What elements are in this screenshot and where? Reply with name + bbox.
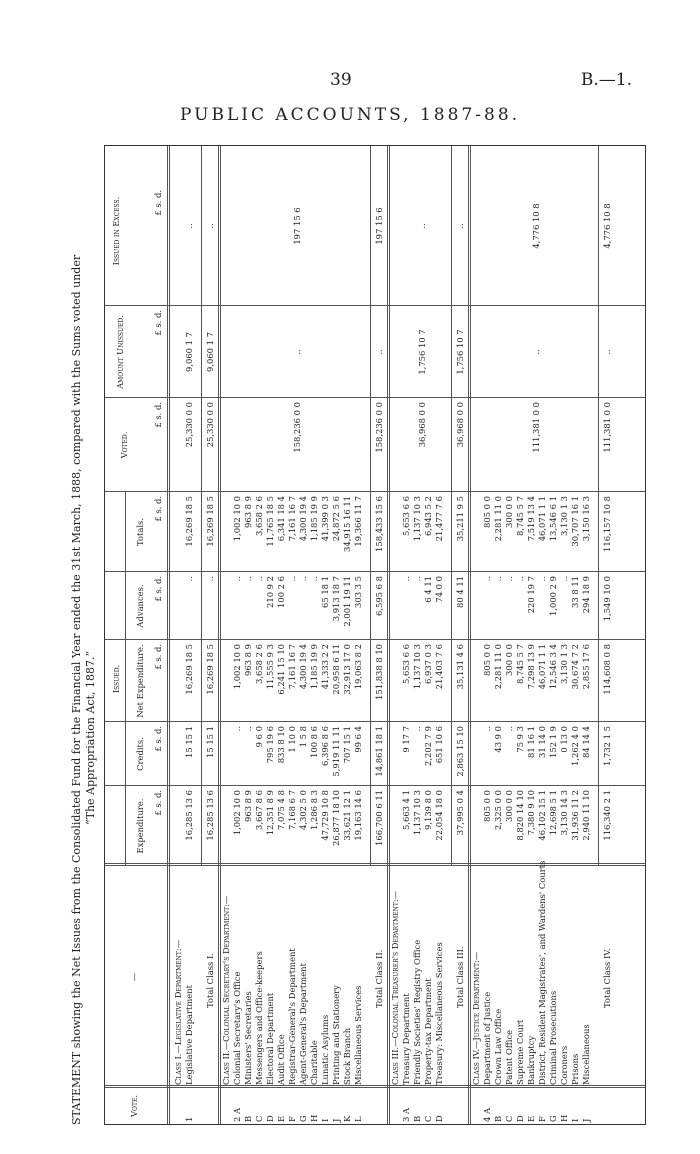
amount-ne: 8,745 5 7 [515,644,525,684]
unissued-header: Amount Unissued. [115,315,125,389]
amount-e: 3,667 8 6 [254,790,264,830]
item-name: Treasury: Miscellaneous Services [434,942,444,1085]
amount-a: .. [184,576,194,582]
vote-number: G [548,1115,558,1122]
name-header: — [129,972,139,982]
column-rule [105,1085,645,1088]
amount-e: 7,380 9 10 [526,790,536,836]
amount-a: .. [515,576,525,582]
total-excess: 4,776 10 8 [602,203,612,249]
class-unissued: 1,756 10 7 [417,329,427,375]
class-unissued: .. [292,349,302,355]
subtotal-rule [370,146,371,866]
amount-a: .. [412,576,422,582]
total-t: 158,433 15 6 [374,496,384,552]
amount-ne: 21,403 7 6 [434,644,444,690]
vote-number: B [243,1115,253,1122]
amount-e: 963 8 9 [243,790,253,822]
header-rule [167,146,170,1124]
vote-number: 3 A [401,1107,411,1122]
amount-e: 805 0 0 [482,790,492,822]
amount-t: 11,765 18 5 [265,496,275,547]
amount-e: 19,163 14 6 [353,790,363,841]
item-name: Friendly Societies' Registry Office [412,939,422,1085]
amount-e: 31,936 11 2 [570,790,580,841]
amount-c: .. [504,726,514,732]
amount-a: 3,913 18 7 [331,576,341,622]
total-c: 15 15 1 [205,726,215,758]
class-voted: 36,968 0 0 [417,402,427,448]
amount-ne: 7,161 16 7 [287,644,297,690]
amount-t: 1,185 19 9 [309,496,319,542]
page-number: 39 [330,70,352,90]
total-voted: 36,968 0 0 [455,402,465,448]
amount-ne: 2,855 17 6 [581,644,591,690]
rotated-statement [70,145,650,1125]
subtotal-rule [598,146,599,866]
amount-a: 74 0 0 [434,576,444,603]
vote-number: F [287,1116,297,1122]
vote-number: 1 [184,1116,194,1122]
total-t: 16,269 18 5 [205,496,215,547]
amount-e: 47,729 10 8 [320,790,330,841]
class-voted: 25,330 0 0 [183,402,194,448]
item-name: Crown Law Office [493,1008,503,1085]
amount-t: 46,071 1 1 [537,496,547,542]
amount-t: 8,745 5 7 [515,496,525,536]
amount-ne: 805 0 0 [482,644,492,676]
amount-c: 84 14 4 [581,726,591,758]
amount-a: 6 4 11 [423,576,433,603]
amount-e: 1,286 8 3 [309,790,319,830]
item-name: Electoral Department [265,992,275,1085]
amount-a: .. [287,576,297,582]
amount-t: 3,658 2 6 [254,496,264,536]
amount-ne: 1,185 19 9 [309,644,319,690]
item-name: Miscellaneous [581,1024,591,1085]
amount-t: 805 0 0 [482,496,492,528]
amount-e: 46,102 15 1 [537,790,547,841]
amount-t: 300 0 0 [504,496,514,528]
item-name: Property-tax Department [423,978,433,1085]
total-ne: 16,269 18 5 [205,644,215,695]
amount-t: 24,872 5 6 [331,496,341,542]
amount-a: 303 3 5 [353,576,363,608]
amount-a: 33 8 11 [570,576,580,608]
vote-number: G [298,1115,308,1122]
amount-t: 4,300 19 4 [298,496,308,542]
class-heading: Class I.—Legislative Department:— [173,939,183,1085]
issued-header: Issued. [111,664,121,694]
amount-c: .. [412,726,422,732]
amount-a: 1,000 2 9 [548,576,558,616]
total-unissued: 9,060 1 7 [205,332,215,372]
item-name: Stock Branch [342,1027,352,1085]
total-e: 166,700 6 11 [374,790,384,846]
amount-t: 1,002 10 0 [232,496,242,542]
vote-number: C [423,1115,433,1122]
amount-c: 1 10 0 [287,726,297,753]
total-c: 1,732 1 5 [602,726,612,766]
amount-ne: 6,241 15 10 [276,644,286,695]
total-e: 116,340 2 1 [602,790,612,841]
amount-c: 43 9 0 [493,726,503,753]
item-name: Lunatic Asylums [320,1014,330,1085]
item-name: Messengers and Office-keepers [254,951,264,1085]
item-name: Supreme Court [515,1019,525,1085]
vote-number: E [526,1115,536,1122]
amount-e: 12,698 5 1 [548,790,558,836]
total-a: .. [205,576,215,582]
amount-e: 4,302 5 0 [298,790,308,830]
amount-t: 2,281 11 0 [493,496,503,542]
item-name: Coroners [559,1045,569,1085]
amount-e: 5,663 4 1 [401,790,411,830]
amount-e: 26,877 18 10 [331,790,341,846]
total-a: 6,595 6 8 [374,576,384,616]
item-name: Audit Office [276,1034,286,1085]
amount-a: .. [401,576,411,582]
amount-a: 220 19 7 [526,576,536,614]
amount-ne: 963 8 9 [243,644,253,676]
lsd-header: £ s. d. [153,402,163,428]
total-unissued: .. [602,349,612,355]
class-heading: Class II.—Colonial Secretary's Department:— [221,895,231,1085]
total-ne: 114,608 0 8 [602,644,612,695]
voted-header: Voted. [119,431,129,459]
totals-header: Totals. [135,518,145,546]
amount-e: 8,820 14 10 [515,790,525,841]
amount-ne: 1,002 10 0 [232,644,242,690]
amount-c: 99 6 4 [353,726,363,753]
total-voted: 158,236 0 0 [374,402,384,453]
total-unissued: .. [374,349,384,355]
expenditure-header: Expenditure. [135,798,145,854]
item-name: Charitable [309,1040,319,1085]
amount-ne: 46,071 1 1 [537,644,547,690]
amount-ne: 20,958 6 11 [331,644,341,695]
amount-ne: 1,137 10 3 [412,644,422,690]
excess-header: Issued in Excess. [111,196,121,266]
amount-e: 22,054 18 0 [434,790,444,841]
lsd-header: £ s. d. [153,644,163,670]
amount-a: .. [309,576,319,582]
total-excess: 197 15 6 [374,207,384,245]
amount-e: 7,168 6 7 [287,790,297,830]
amount-ne: 30,674 7 2 [570,644,580,690]
amount-ne: 7,298 13 9 [526,644,536,690]
statement-line-1: STATEMENT showing the Net Issues from the Consolidated Fund for the Financial Year ended the 31st March, 1888, compared with the Sums voted under [70,254,83,1125]
advances-header: Advances. [135,584,145,628]
amount-e: 300 0 0 [504,790,514,822]
class-excess: .. [417,223,427,229]
vote-number: 2 A [232,1107,242,1122]
total-a: 80 4 11 [455,576,465,608]
amount-a: .. [537,576,547,582]
vote-number: J [581,1118,591,1122]
amount-e: 2,940 11 10 [581,790,591,841]
lsd-header: £ s. d. [153,310,163,336]
amount-e: 3,130 14 3 [559,790,569,836]
class-excess: 4,776 10 8 [531,203,541,249]
amount-a: 294 18 9 [581,576,591,614]
item-name: Department of Justice [482,991,492,1085]
amount-c: 5,919 11 11 [331,726,341,777]
total-e: 16,285 13 6 [205,790,215,841]
class-unissued: .. [531,349,541,355]
amount-ne: 32,913 17 0 [342,644,352,695]
amount-e: 16,285 13 6 [184,790,194,841]
total-ne: 35,131 4 6 [455,644,465,690]
item-name: Ministers' Secretaries [243,991,253,1085]
amount-c: 6,396 8 6 [320,726,330,766]
vote-number: C [504,1115,514,1122]
amount-a: 65 18 1 [320,576,330,608]
item-name: Registrar-General's Department [287,948,297,1085]
class-excess: 197 15 6 [292,207,302,245]
amount-t: 6,341 18 4 [276,496,286,542]
vote-number: C [254,1115,264,1122]
total-c: 14,861 18 1 [374,726,384,777]
total-a: 1,549 10 0 [602,576,612,622]
total-c: 2,863 15 10 [455,726,465,777]
amount-t: 6,943 5 2 [423,496,433,536]
amount-c: 707 15 1 [342,726,352,764]
vote-number: K [342,1115,352,1122]
lsd-header: £ s. d. [153,190,163,216]
item-name: Bankruptcy [526,1035,536,1085]
amount-t: 3,150 16 3 [581,496,591,542]
amount-c: .. [243,726,253,732]
amount-t: 3,130 1 3 [559,496,569,536]
class-total-label: Total Class III. [455,946,465,1008]
item-name: Miscellaneous Services [353,985,363,1085]
amount-c: 1,262 4 0 [570,726,580,766]
vote-number: I [570,1118,580,1122]
amount-c: 833 8 10 [276,726,286,764]
amount-t: 1,137 10 3 [412,496,422,542]
vote-number: D [265,1115,275,1122]
amount-a: .. [298,576,308,582]
vote-number: B [493,1115,503,1122]
total-t: 116,157 10 8 [602,496,612,552]
amount-a: .. [504,576,514,582]
lsd-header: £ s. d. [153,726,163,752]
amount-a: .. [232,576,242,582]
amount-t: 19,366 11 7 [353,496,363,547]
item-name: Printing and Stationery [331,985,341,1085]
amount-a: .. [559,576,569,582]
amount-e: 2,325 0 0 [493,790,503,830]
amount-t: 21,477 7 6 [434,496,444,542]
item-name: Prisons [570,1053,580,1085]
item-name: Treasury Department [401,993,411,1085]
amount-a: 2,001 19 11 [342,576,352,627]
amount-t: 41,399 0 3 [320,496,330,542]
amount-c: 75 9 3 [515,726,525,753]
vote-number: D [434,1115,444,1122]
lsd-header: £ s. d. [153,790,163,816]
amount-a: 210 9 2 [265,576,275,608]
amount-ne: 3,130 1 3 [559,644,569,684]
amount-e: 7,075 4 8 [276,790,286,830]
amount-t: 30,707 16 1 [570,496,580,547]
amount-a: .. [254,576,264,582]
amount-a: 100 2 6 [276,576,286,608]
vote-number: I [320,1118,330,1122]
item-name: District, Resident Magistrates', and Wardens' Courts [537,860,547,1085]
amount-e: 1,137 10 3 [412,790,422,836]
amount-a: .. [493,576,503,582]
class-voted: 158,236 0 0 [292,402,302,453]
statement-table [104,145,646,1125]
amount-c: 795 19 6 [265,726,275,764]
class-heading: Class IV.—Justice Department:— [471,951,481,1085]
amount-ne: 300 0 0 [504,644,514,676]
page-code: B.—1. [580,70,632,90]
total-t: 35,211 9 5 [455,496,465,542]
amount-a: .. [243,576,253,582]
amount-c: 31 14 0 [537,726,547,758]
vote-number: E [276,1115,286,1122]
subtotal-rule [451,146,452,866]
amount-c: 0 13 0 [559,726,569,753]
amount-t: 963 8 9 [243,496,253,528]
amount-t: 13,546 6 1 [548,496,558,542]
amount-ne: 41,333 2 2 [320,644,330,690]
total-excess: .. [205,223,215,229]
item-name: Colonial Secretary's Office [232,971,242,1085]
class-total-label: Total Class I. [205,953,215,1008]
class-unissued: 9,060 1 7 [183,332,194,372]
vote-header: Vote. [129,1095,139,1118]
vote-number: H [559,1114,569,1122]
class-total-label: Total Class II. [374,949,384,1008]
vote-number: B [412,1115,422,1122]
amount-c: 152 1 9 [548,726,558,758]
class-heading: Class III.—Colonial Treasurer's Department:— [390,890,400,1085]
amount-e: 9,139 8 0 [423,790,433,830]
amount-e: 1,002 10 0 [232,790,242,836]
lsd-header: £ s. d. [153,576,163,602]
amount-c: .. [232,726,242,732]
class-total-label: Total Class IV. [602,948,612,1008]
item-name: Legislative Department [184,985,194,1085]
statement-heading [70,145,98,1125]
amount-e: 12,351 8 9 [265,790,275,836]
amount-t: 16,269 18 5 [184,496,194,547]
amount-c: .. [482,726,492,732]
amount-c: 1 5 8 [298,726,308,748]
total-e: 37,995 0 4 [455,790,465,836]
amount-c: 2,202 7 9 [423,726,433,766]
amount-c: 100 8 6 [309,726,319,758]
vote-number: 4 A [482,1107,492,1122]
vote-number: J [331,1118,341,1122]
amount-a: .. [482,576,492,582]
vote-number: D [515,1115,525,1122]
amount-t: 34,915 16 11 [342,496,352,552]
amount-t: 7,519 13 4 [526,496,536,542]
amount-t: 7,161 16 7 [287,496,297,542]
total-voted: 25,330 0 0 [205,402,215,448]
page-title: PUBLIC ACCOUNTS, 1887-88. [180,105,521,125]
amount-c: 651 10 6 [434,726,444,764]
total-excess: .. [455,223,465,229]
amount-ne: 19,063 8 2 [353,644,363,690]
vote-number: F [537,1116,547,1122]
total-voted: 111,381 0 0 [602,402,612,453]
item-name: Agent-General's Department [298,963,308,1085]
amount-ne: 5,653 6 6 [401,644,411,684]
amount-ne: 3,658 2 6 [254,644,264,684]
class-excess: .. [183,223,194,229]
credits-header: Credits. [135,737,145,771]
amount-c: 15 15 1 [184,726,194,758]
amount-ne: 6,937 0 3 [423,644,433,684]
lsd-header: £ s. d. [153,496,163,522]
total-ne: 151,838 8 10 [374,644,384,700]
amount-ne: 4,300 19 4 [298,644,308,690]
vote-number: L [353,1116,363,1122]
amount-ne: 11,555 9 3 [265,644,275,690]
item-name: Patent Office [504,1029,514,1085]
amount-ne: 16,269 18 5 [184,644,194,695]
class-voted: 111,381 0 0 [531,402,541,453]
amount-e: 33,621 12 1 [342,790,352,841]
issued-rule [125,492,126,866]
amount-c: 9 6 0 [254,726,264,748]
vote-number: H [309,1114,319,1122]
amount-c: 9 17 7 [401,726,411,753]
net-expenditure-header: Net Expenditure. [135,644,145,718]
amount-ne: 2,281 11 0 [493,644,503,690]
total-unissued: 1,756 10 7 [455,329,465,375]
subtotal-rule [201,146,202,866]
amount-t: 5,653 6 6 [401,496,411,536]
statement-line-2: “The Appropriation Act, 1887.” [84,650,97,825]
amount-c: 81 16 1 [526,726,536,758]
item-name: Criminal Prosecutions [548,990,558,1085]
amount-ne: 12,546 3 4 [548,644,558,690]
